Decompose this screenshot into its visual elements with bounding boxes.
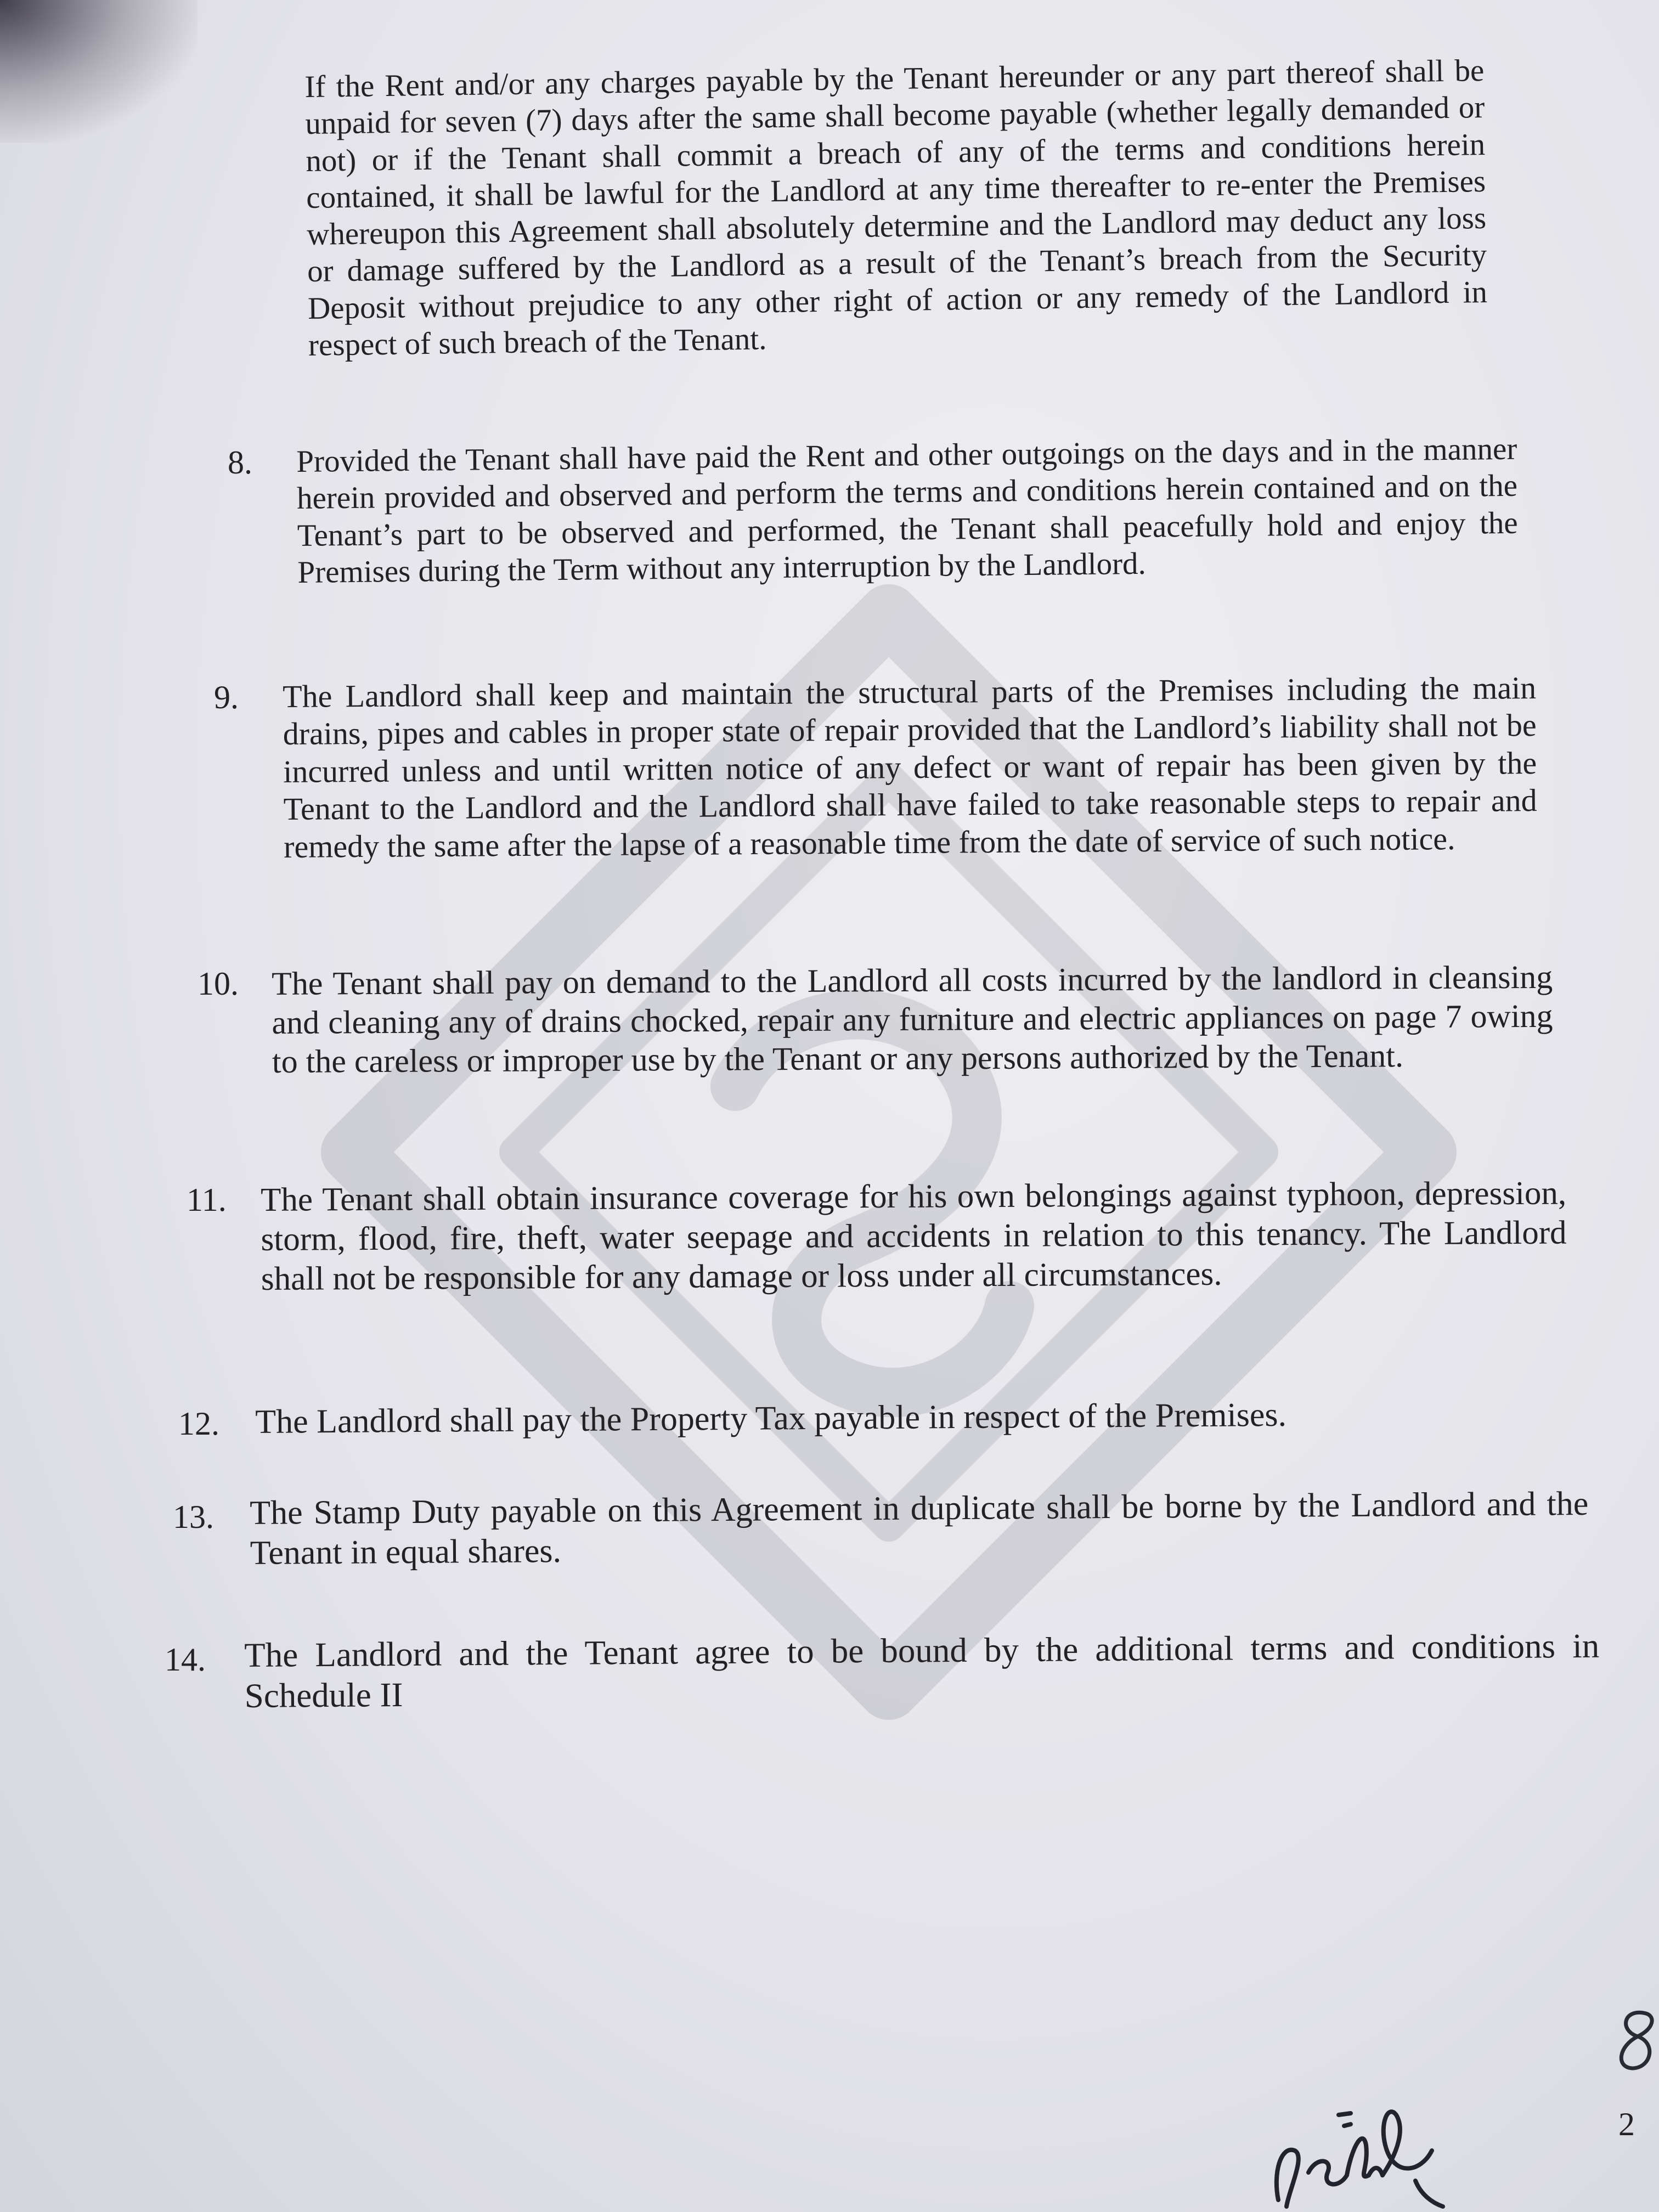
clause-7-continuation: If the Rent and/or any charges payable by the Tenant hereunder or any part thereof shall be unpaid for seven (7) days after the same shall become payable (whether legally demanded or not) or if the Tenant shall commit a breach of any of the terms and conditions herein contained, it shall be lawful for the Landlord at any time thereafter to re-enter the Premises whereupon this Agreement shall absolutely determine and the Landlord may deduct any loss or damage suffered by the Landlord as a result of the Tenant’s breach from the Security Deposit without prejudice to any other right of action or any remedy of the Landlord in respect of such breach of the Tenant. [304, 53, 1488, 363]
corner-shadow [0, 0, 198, 143]
clause-9-text: The Landlord shall keep and maintain the structural parts of the Premises including the main drains, pipes and cables in proper state of repair provided that the Landlord’s liability shall not be incurred unless and until written notice of any defect or want of repair has been given by the Tenant to the Landlord and the Landlord shall have failed to take reasonable steps to repair and remedy the same after the lapse of a reasonable time from the date of service of such notice. [283, 670, 1537, 865]
clause-8-number: 8. [228, 444, 252, 481]
clause-12-text: The Landlord shall pay the Property Tax payable in respect of the Premises. [255, 1396, 1287, 1441]
clause-9-number: 9. [214, 679, 239, 715]
signature-icon [1256, 2063, 1454, 2212]
clause-11-text: The Tenant shall obtain insurance coverage for his own belongings against typhoon, depression, storm, flood, fire, theft, water seepage and accidents in relation to this tenancy. The Landlord shall not be responsible for any damage or loss under all circumstances. [261, 1175, 1567, 1297]
clause-8-text: Provided the Tenant shall have paid the Rent and other outgoings on the days and in the manner herein provided and observed and perform the terms and conditions herein contained and on the Tenant’s part to be observed and performed, the Tenant shall peacefully hold and enjoy the Premises during the Term without any interruption by the Landlord. [296, 431, 1518, 590]
clause-14-text: The Landlord and the Tenant agree to be bound by the additional terms and conditions in Schedule II [244, 1626, 1600, 1716]
handwritten-initial-8 [1613, 2002, 1659, 2079]
clause-10-text: The Tenant shall pay on demand to the Landlord all costs incurred by the landlord in cleansing and cleaning any of drains chocked, repair any furniture and electric appliances on page 7 owing to the careless or improper use by the Tenant or any persons authorized by the Tenant. [272, 958, 1553, 1080]
clause-14-number: 14. [165, 1641, 206, 1678]
page-number: 2 [1618, 2106, 1635, 2142]
clause-10-number: 10. [198, 966, 239, 1002]
clause-11-number: 11. [187, 1182, 227, 1218]
clause-12-number: 12. [178, 1406, 219, 1442]
clause-13-text: The Stamp Duty payable on this Agreement in duplicate shall be borne by the Landlord and the Tenant in equal shares. [250, 1485, 1589, 1572]
clause-13-number: 13. [173, 1499, 214, 1535]
